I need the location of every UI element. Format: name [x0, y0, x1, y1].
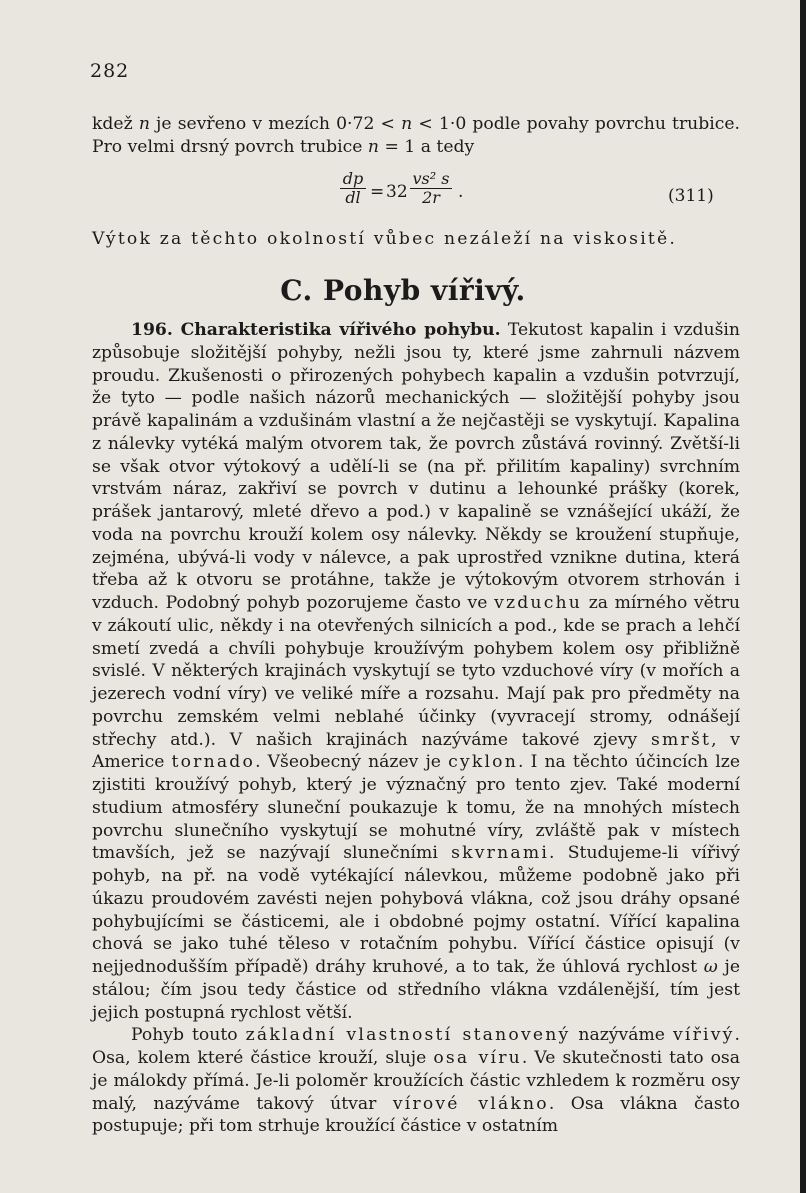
after-formula-text	[92, 228, 740, 251]
equation-number: (311)	[668, 186, 714, 206]
page-number: 282	[90, 60, 130, 82]
page-edge-shadow	[800, 0, 806, 1193]
paragraph-heading: 196. Charakteristika vířivého pohybu.	[131, 320, 501, 340]
equals-sign: =	[370, 182, 385, 202]
lhs-fraction: dp dl	[340, 170, 366, 207]
rhs-fraction: vs² s 2r	[410, 170, 452, 207]
after-formula-line: Výtok za těchto okolností vůbec nezáleží na viskositě.	[92, 229, 678, 249]
intro-text	[92, 113, 740, 159]
paragraph-vortex-definition: Pohyb touto základní vlastností stanovený nazýváme vířivý. Osa, kolem které částice krouží, sluje osa víru. Ve skutečnosti tato osa je málokdy přímá. Je-li poloměr kroužících částic vzhledem k rozměru osy malý, nazýváme takový útvar vírové vlákno. Osa vlákna často postupuje; při tom strhuje kroužící částice v ostatním	[92, 1025, 740, 1137]
section-title: C. Pohyb vířivý.	[280, 274, 526, 307]
formula-dot: .	[458, 182, 464, 202]
main-text	[92, 319, 740, 1138]
intro-paragraph: kdež n je sevřeno v mezích 0·72 < n < 1·0 podle povahy povrchu trubice. Pro velmi drsný povrch trubice n = 1 a tedy	[92, 114, 740, 157]
coefficient: 32	[386, 182, 408, 202]
paragraph-196: 196. Charakteristika vířivého pohybu. Tekutost kapalin i vzdušin způsobuje složitější pohyby, nežli jsou ty, které jsme zahrnuli názvem proudu. Zkušenosti o přirozených pohybech kapalin a vzdušin potvrzují, že tyto — podle našich názorů mechanických — složitější pohyby jsou právě kapalinám a vzdušinám vlastní a že nejčastěji se vyskytují. Kapalina z nálevky vytéká malým otvorem tak, že povrch zůstává rovinný. Zvětší-li se však otvor výtokový a udělí-li se (na př. přilitím kapaliny) svrchním vrstvám náraz, zakřiví se povrch v dutinu a lehounké prášky (korek, prášek jantarový, mleté dřevo a pod.) v kapalině se vznášející ukáží, že voda na povrchu krouží kolem osy nálevky. Někdy se kroužení stupňuje, zejména, ubývá-li vody v nálevce, a pak uprostřed vznikne dutina, která třeba až k otvoru se protáhne, takže je výtokovým otvorem strhován i vzduch. Podobný pohyb pozorujeme často ve vzduchu za mírného větru v zákoutí ulic, někdy i na otevřených silnicích a pod., kde se prach a lehčí smetí zvedá a chvíli pohybuje kroužívým pohybem kolem osy přibližně svislé. V některých krajinách vyskytují se tyto vzduchové víry (v mořích a jezerech vodní víry) ve veliké míře a rozsahu. Mají pak pro předměty na povrchu zemském velmi neblahé účinky (vyvracejí stromy, odnášejí střechy atd.). V našich krajinách nazýváme takové zjevy smršt, v Americe tornado. Všeobecný název je cyklon. I na těchto účincích lze zjistiti kroužívý pohyb, který je význačný pro tento zjev. Také moderní studium atmosféry sluneční poukazuje k tomu, že na mnohých místech povrchu slunečního vyskytují se mohutné víry, zvláště pak v místech tmavších, jež se nazývají slunečními skvrnami. Studujeme-li vířivý pohyb, na př. na vodě vytékající nálevkou, můžeme podobně jako při úkazu proudovém zavésti nejen pohybová vlákna, což jsou dráhy opsané pohybujícími se částicemi, ale i obdobné pojmy ostatní. Vířící kapalina chová se jako tuhé těleso v rotačním pohybu. Vířící částice opisují (v nejjednodušším případě) dráhy kruhové, a to tak, že úhlová rychlost ω je stálou; čím jsou tedy částice od středního vlákna vzdálenější, tím jest jejich postupná rychlost větší.	[92, 320, 741, 1023]
equation-311	[340, 170, 520, 216]
